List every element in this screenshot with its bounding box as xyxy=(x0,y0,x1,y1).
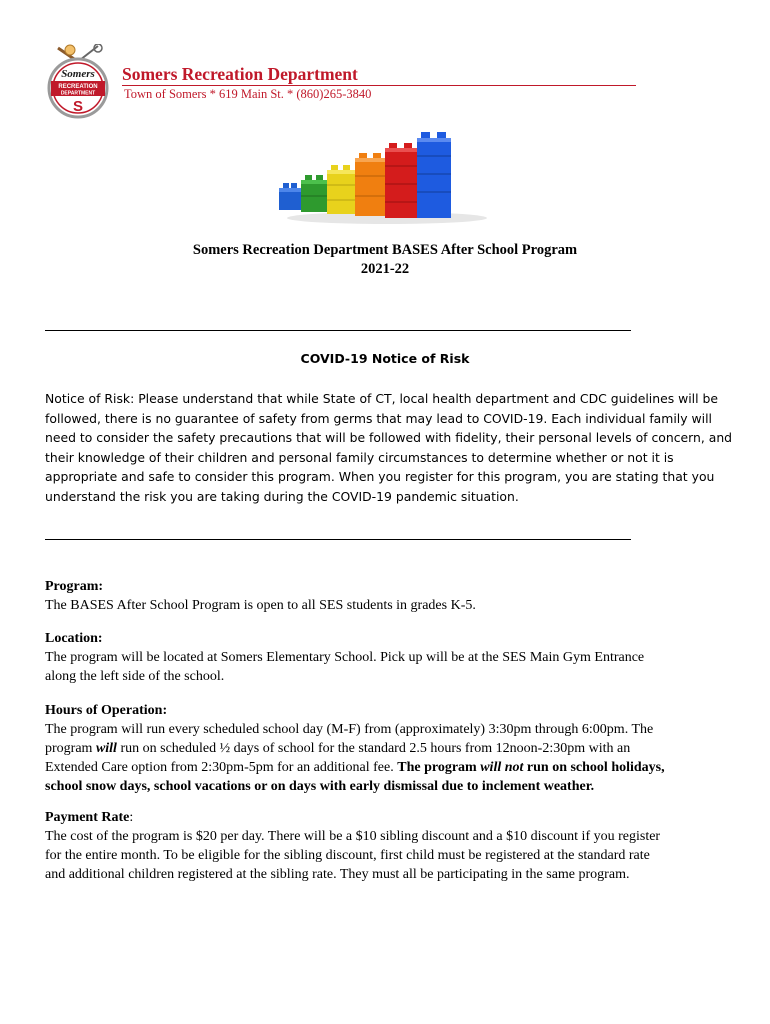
program-section xyxy=(45,577,735,615)
hours-bold: The program xyxy=(397,760,481,775)
program-title xyxy=(0,241,770,279)
location-text: The program will be located at Somers Elementary School. Pick up will be at the SES Main Gym Entrance xyxy=(45,650,645,665)
hours-bold: run on school holidays, xyxy=(523,760,665,775)
hours-text-part: run on scheduled ½ days of school for the standard 2.5 hours from 12noon-2:30pm with an xyxy=(116,741,631,756)
covid-line: Notice of Risk: Please understand that while State of CT, local health department and CDC guidelines will be xyxy=(45,391,718,406)
program-title-year: 2021-22 xyxy=(360,261,410,277)
covid-line: appropriate and safe to consider this program. When you register for this program, you are stating that you xyxy=(45,469,715,485)
payment-text: and additional children registered at the sibling rate. They must all be participating in the same program. xyxy=(45,867,630,882)
tall-blue-block xyxy=(417,132,451,218)
hours-emphasis: will not xyxy=(480,760,524,775)
building-blocks-image xyxy=(275,126,495,226)
department-address: Town of Somers * 619 Main St. * (860)265-3840 xyxy=(124,87,372,101)
orange-block xyxy=(355,153,385,216)
somers-recreation-logo xyxy=(44,44,112,120)
program-text: The BASES After School Program is open to all SES students in grades K-5. xyxy=(45,598,476,613)
hours-text-part: Extended Care option from 2:30pm-5pm for an additional fee. xyxy=(45,760,398,775)
hours-text xyxy=(45,758,735,777)
covid-notice-heading: COVID-19 Notice of Risk xyxy=(300,351,470,366)
divider-top xyxy=(45,330,631,331)
logo-letter: S xyxy=(72,98,84,115)
payment-text: for the entire month. To be eligible for the sibling discount, first child must be registered at the standard rate xyxy=(45,848,650,863)
covid-line: need to consider the safety precautions that will be followed with fidelity, their personal levels of concern, and xyxy=(45,430,733,446)
hours-text: The program will run every scheduled school day (M-F) from (approximately) 3:30pm through 6:00pm. The xyxy=(45,722,654,737)
green-block xyxy=(301,175,327,212)
covid-line: understand the risk you are taking during the COVID-19 pandemic situation. xyxy=(45,488,519,504)
hours-text-part: program xyxy=(45,741,96,756)
covid-line: their knowledge of their children and personal family circumstances to determine whether or not it is xyxy=(45,449,674,465)
program-heading: Program: xyxy=(45,579,104,594)
logo-top-text: Somers xyxy=(61,68,95,80)
hours-text xyxy=(45,739,735,758)
payment-heading-line xyxy=(45,808,735,827)
hours-text-bold: school snow days, school vacations or on days with early dismissal due to inclement weather. xyxy=(45,779,595,794)
program-title-line1: Somers Recreation Department BASES After School Program xyxy=(192,242,578,258)
payment-heading: Payment Rate xyxy=(45,810,130,825)
covid-notice-body xyxy=(45,389,735,507)
hours-heading: Hours of Operation: xyxy=(45,703,168,718)
blue-block xyxy=(279,183,301,210)
payment-heading-colon: : xyxy=(129,810,134,825)
location-text: along the left side of the school. xyxy=(45,669,225,684)
red-block xyxy=(385,143,417,218)
department-name: Somers Recreation Department xyxy=(122,64,636,86)
yellow-block xyxy=(327,165,355,214)
logo-band-line2: DEPARTMENT xyxy=(60,90,96,97)
location-section xyxy=(45,629,735,686)
payment-section xyxy=(45,808,735,884)
location-heading: Location: xyxy=(45,631,103,646)
logo-band-line1: RECREATION xyxy=(58,84,98,90)
hours-emphasis: will xyxy=(95,741,117,756)
covid-line: followed, there is no guarantee of safety from germs that may lead to COVID-19. Each individual family will xyxy=(45,410,712,426)
payment-text: The cost of the program is $20 per day. There will be a $10 sibling discount and a $10 discount if you register xyxy=(45,829,661,844)
hours-section xyxy=(45,701,735,796)
divider-bottom xyxy=(45,539,631,540)
